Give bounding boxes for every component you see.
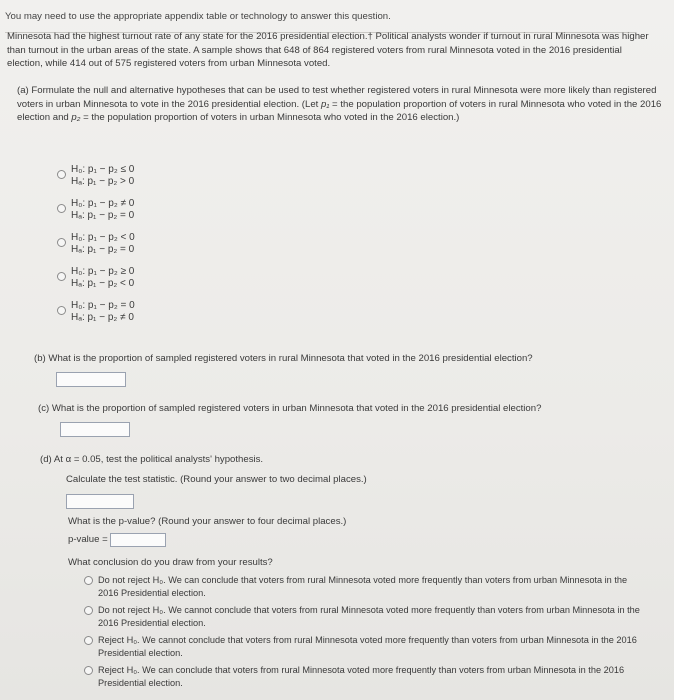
part-a-question <box>17 84 667 125</box>
radio-button[interactable] <box>57 204 66 213</box>
p2-symbol: p₂ <box>71 112 81 124</box>
hypothesis-option[interactable] <box>57 232 257 266</box>
rural-proportion-input[interactable] <box>56 372 126 387</box>
null-hypothesis: H₀: p₁ − p₂ < 0 <box>71 232 135 243</box>
conclusion-text: Reject H₀. We can conclude that voters from rural Minnesota voted more frequently than voters from urban Minnesota in the 2016 Presidential election. <box>98 664 625 689</box>
null-hypothesis: H₀: p₁ − p₂ ≥ 0 <box>71 266 135 277</box>
conclusion-section <box>68 556 648 690</box>
problem-intro: Minnesota had the highest turnout rate of any state for the 2016 presidential election.† Political analysts wonder if turnout in rural Minnesota was higher than turnout in the urban areas of the state. A sample shows that 648 of 864 registered voters from rural Minnesota voted in the 2016 presidential election, while 414 out of 575 registered voters from urban Minnesota voted. <box>7 31 649 70</box>
test-statistic-input[interactable] <box>66 494 134 509</box>
hypothesis-option[interactable] <box>57 266 257 300</box>
null-hypothesis: H₀: p₁ − p₂ ≤ 0 <box>71 164 135 175</box>
p-value-prompt: What is the p-value? (Round your answer to four decimal places.) <box>68 516 347 527</box>
part-d-label: (d) <box>40 454 52 465</box>
radio-button[interactable] <box>57 238 66 247</box>
part-a <box>17 84 667 125</box>
conclusion-text: Do not reject H₀. We cannot conclude that voters from rural Minnesota voted more frequently than voters from urban Minnesota in the 2016 Presidential election. <box>98 604 640 628</box>
alt-hypothesis: Hₐ: p₁ − p₂ = 0 <box>71 244 135 256</box>
radio-button[interactable] <box>57 170 66 179</box>
alt-hypothesis: Hₐ: p₁ − p₂ < 0 <box>71 278 135 290</box>
conclusion-prompt: What conclusion do you draw from your results? <box>68 557 273 568</box>
conclusion-text: Do not reject H₀. We can conclude that voters from rural Minnesota voted more frequently than voters from urban Minnesota in the 2016 Presidential election. <box>98 574 628 598</box>
part-b <box>34 352 654 387</box>
p-value-section <box>68 515 628 547</box>
part-a-label: (a) <box>17 85 29 96</box>
alt-hypothesis: Hₐ: p₁ − p₂ > 0 <box>71 176 135 188</box>
part-a-p1-definition: = the population proportion of voters in rural Minnesota who voted in the 2016 election and <box>17 98 662 124</box>
part-a-p2-definition: = the population proportion of voters in urban Minnesota who voted in the 2016 election.) <box>83 112 460 124</box>
part-c-label: (c) <box>38 403 50 414</box>
hypothesis-option[interactable] <box>57 164 257 198</box>
part-b-question: What is the proportion of sampled registered voters in rural Minnesota that voted in the 2016 presidential election? <box>48 353 533 364</box>
part-d-question: At α = 0.05, test the political analysts' hypothesis. <box>53 454 264 465</box>
test-statistic-prompt: Calculate the test statistic. (Round your answer to two decimal places.) <box>66 473 367 485</box>
urban-proportion-input[interactable] <box>60 422 130 437</box>
radio-button[interactable] <box>84 606 93 615</box>
conclusion-text: Reject H₀. We cannot conclude that voters from rural Minnesota voted more frequently than voters from urban Minnesota in the 2016 Presidential election. <box>98 634 637 658</box>
radio-button[interactable] <box>57 272 66 281</box>
p-value-input[interactable] <box>110 533 166 547</box>
hypothesis-option[interactable] <box>57 300 257 334</box>
p1-symbol: p₁ <box>321 98 330 110</box>
null-hypothesis: H₀: p₁ − p₂ ≠ 0 <box>71 198 135 209</box>
part-c <box>38 402 658 437</box>
part-c-question: What is the proportion of sampled registered voters in urban Minnesota that voted in the 2016 presidential election? <box>51 403 542 414</box>
radio-button[interactable] <box>84 666 93 675</box>
part-d <box>40 453 660 509</box>
part-a-text-1: Formulate the null and alternative hypotheses that can be used to test whether registered voters in rural Minnesota were more likely than registered voters in urban Minnesota to vote in the 2016 presidential election. (Let <box>17 85 657 110</box>
alt-hypothesis: Hₐ: p₁ − p₂ = 0 <box>71 210 135 222</box>
conclusion-option[interactable] <box>68 664 648 690</box>
conclusion-option[interactable] <box>68 604 648 630</box>
radio-button[interactable] <box>57 306 66 315</box>
conclusion-option[interactable] <box>68 574 648 600</box>
hypothesis-option[interactable] <box>57 198 257 232</box>
null-hypothesis: H₀: p₁ − p₂ = 0 <box>71 300 135 311</box>
conclusion-option[interactable] <box>68 634 648 660</box>
appendix-notice: You may need to use the appropriate appendix table or technology to answer this question. <box>5 10 635 33</box>
hypothesis-options <box>57 164 257 334</box>
radio-button[interactable] <box>84 576 93 585</box>
alt-hypothesis: Hₐ: p₁ − p₂ ≠ 0 <box>71 312 134 324</box>
p-value-label: p-value = <box>68 533 108 545</box>
part-b-label: (b) <box>34 353 46 364</box>
radio-button[interactable] <box>84 636 93 645</box>
